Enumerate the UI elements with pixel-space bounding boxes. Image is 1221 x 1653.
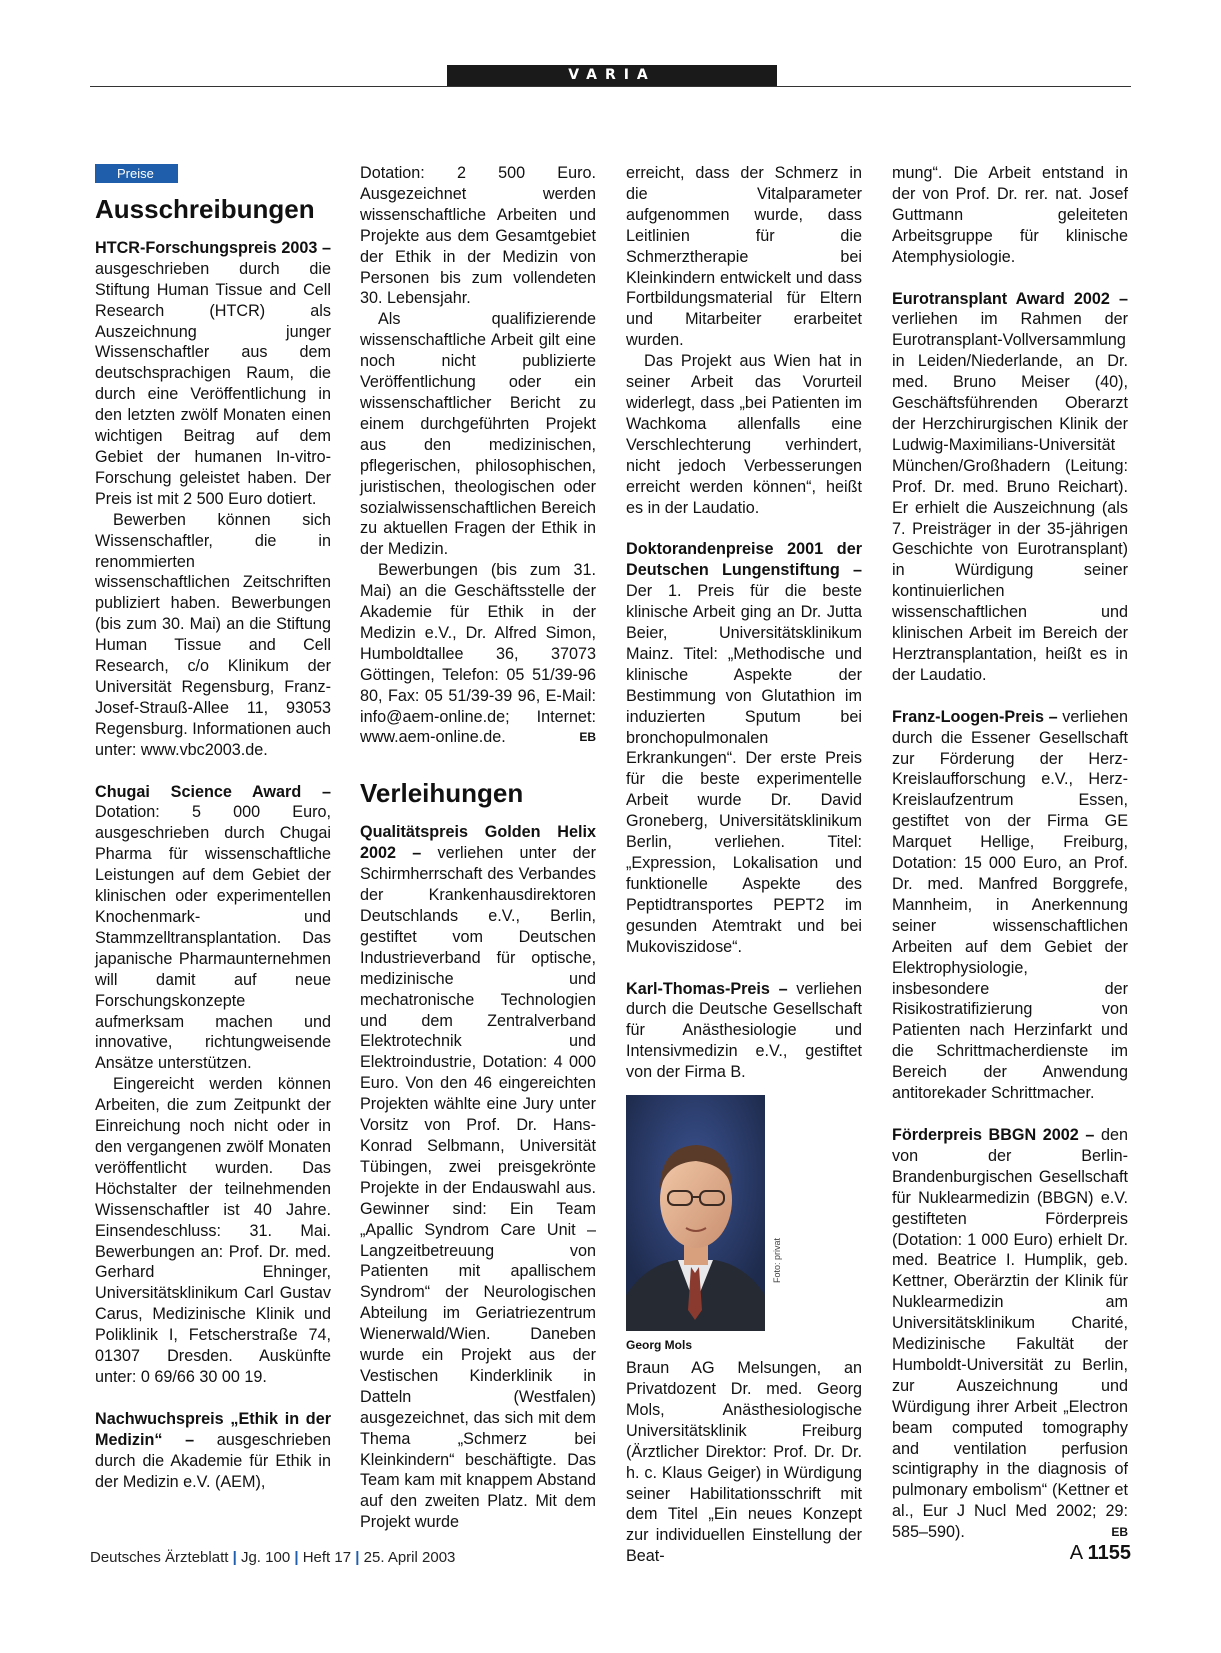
footer: Deutsches Ärzteblatt | Jg. 100 | Heft 17 | 25. April 2003: [90, 1549, 456, 1566]
page-prefix: A: [1069, 1542, 1083, 1564]
author-signature: EB: [1111, 1525, 1128, 1540]
article-paragraph: Eingereicht werden können Arbeiten, die zum Zeitpunkt der Einreichung noch nicht oder in den vergangenen zwölf Monaten veröffentlicht wurden. Das Höchstalter der teilnehmenden Wissenschaftler ist 40 Jahre. Einsendeschluss: 31. Mai. Bewerbungen an: Prof. Dr. med. Gerhard Ehninger, Universitätsklinikum Carl Gustav Carus, Medizinische Klinik und Poliklinik I, Fetscherstraße 74, 01307 Dresden. Auskünfte unter: 0 69/66 30 00 19.: [95, 1075, 331, 1386]
article-title: Nachwuchspreis „Ethik in der Medizin“ –: [95, 1409, 331, 1449]
author-signature: EB: [579, 730, 596, 745]
section-heading-verleihungen: Verleihungen: [360, 778, 524, 809]
article-paragraph: erreicht, dass der Schmerz in die Vitalparameter aufgenommen wurde, dass Leitlinien für die Schmerztherapie bei Kleinkindern entwickelt und dass Fortbildungsmaterial für Eltern und Mitarbeiter erarbeitet wurden.: [626, 164, 862, 350]
photo-credit: Foto: privat: [772, 1238, 782, 1284]
article-title: Doktorandenpreise 2001 der Deutschen Lungenstiftung –: [626, 540, 862, 580]
article-golden-helix: [360, 822, 596, 1533]
column-3: [626, 163, 862, 1567]
section-heading-ausschreibungen: Ausschreibungen: [95, 193, 315, 224]
article-text: verliehen unter der Schirmherrschaft des Verbandes der Krankenhausdirektoren Deutschlands e.V., Berlin, gestiftet vom Deutschen Industrieverband für optische, medizinische und mechatronische Technologien und dem Zentralverband Elektrotechnik und Elektroindustrie, Dotation: 4 000 Euro. Von den 46 eingereichten Projekten wählte eine Jury unter Vorsitz von Prof. Dr. Hans-Konrad Selbmann, Universität Tübingen, zwei preisgekrönte Projekte in der Endauswahl aus. Gewinner sind: Ein Team „Apallic Syndrom Care Unit – Langzeitbetreuung von Patienten mit apallischem Syndrom“ der Neurologischen Abteilung im Geriatriezentrum Wienerwald/Wien. Daneben wurde ein Projekt aus der Vestischen Kinderklinik in Datteln (Westfalen) ausgezeichnet, das sich mit dem Thema „Schmerz bei Kleinkindern“ beschäftigte. Das Team kam mit knappem Abstand auf den zweiten Platz. Mit dem Projekt wurde: [360, 844, 596, 1532]
article-title: Förderpreis BBGN 2002 –: [892, 1125, 1095, 1144]
article-title: Karl-Thomas-Preis –: [626, 979, 788, 998]
article-text: Der 1. Preis für die beste klinische Arbeit ging an Dr. Jutta Beier, Universitätsklinikum Mainz. Titel: „Methodische und klinische Aspekte der Bestimmung von Glutathion im induzierten Sputum bei bronchopulmonalen Erkrankungen“. Der erste Preis für die beste experimentelle Arbeit wurde Dr. David Groneberg, Universitätsklinikum Berlin, verliehen. Titel: „Expression, Lokalisation und funktionelle Aspekte des Peptidtransportes PEPT2 im gesunden Atemtrakt und bei Mukoviszidose“.: [626, 582, 862, 956]
article-paragraph: Dotation: 2 500 Euro. Ausgezeichnet werden wissenschaftliche Arbeiten und Projekte aus dem Gesamtgebiet der Ethik in der Medizin von Personen bis zum vollendeten 30. Lebensjahr.: [360, 164, 596, 308]
article-paragraph: [360, 560, 596, 748]
article-text: ausgeschrieben durch die Stiftung Human Tissue and Cell Research (HTCR) als Auszeichnung junger Wissenschaftler aus dem deutschsprachigen Raum, die durch eine Veröffentlichung in den letzten zwölf Monaten einen wichtigen Beitrag auf dem Gebiet der humanen In-vitro-Forschung geleistet haben. Der Preis ist mit 2 500 Euro dotiert.: [95, 259, 331, 508]
article-htcr: [95, 238, 331, 510]
article-text: Bewerbungen (bis zum 31. Mai) an die Geschäftsstelle der Akademie für Ethik in der Medizin e.V., Dr. Alfred Simon, Humboldtallee 36, 37073 Göttingen, Telefon: 05 51/39-96 80, Fax: 05 51/39-39 96, E-Mail: info@aem-online.de; Internet: www.aem-online.de.: [360, 561, 596, 747]
portrait-illustration: [626, 1095, 765, 1331]
article-title: Eurotransplant Award 2002 –: [892, 289, 1128, 308]
article-bbgn: [892, 1125, 1128, 1543]
journal-date: 25. April 2003: [363, 1549, 456, 1566]
header-rule: [90, 86, 1131, 87]
article-text: verliehen durch die Essener Gesellschaft zur Förderung der Herz-Kreislaufforschung e.V., Herz-Kreislaufzentrum Essen, gestiftet von der Firma GE Marquet Hellige, Freiburg, Dotation: 15 000 Euro, an Prof. Dr. med. Manfred Borggrefe, Mannheim, in Anerkennung seiner wissenschaftlichen Arbeiten auf dem Gebiet der Elektrophysiologie, insbesondere der Risikostratifizierung von Patienten nach Herzinfarkt und die Schrittmacherdienste im Bereich der Anwendung antitorekader Schrittmacher.: [892, 707, 1128, 1103]
column-1: [95, 163, 331, 1492]
page-number: [1070, 1542, 1131, 1565]
article-ethik: [95, 1409, 331, 1493]
journal-volume: Jg. 100: [240, 1549, 291, 1566]
article-text: verliehen im Rahmen der Eurotransplant-Vollversammlung in Leiden/Niederlande, an Dr. med. Bruno Meiser (40), Geschäftsführenden Oberarzt der Herzchirurgischen Klinik der Ludwig-Maximilians-Universität München/Großhadern (Leitung: Prof. Dr. med. Bruno Reichart). Er erhielt die Auszeichnung (als 7. Preisträger in der 35-jährigen Geschichte von Eurotransplant) in Würdigung seiner kontinuierlichen wissenschaftlichen und klinischen Arbeit im Bereich der Herztransplantation, heißt es in der Laudatio.: [892, 310, 1128, 684]
article-paragraph: Als qualifizierende wissenschaftliche Arbeit gilt eine noch nicht publizierte Veröffentlichung oder ein wissenschaftlicher Bericht zu einem durchgeführten Projekt aus den medizinischen, pflegerischen, philosophischen, juristischen, theologischen oder sozialwissenschaftlichen Bereich zu aktuellen Fragen der Ethik in der Medizin.: [360, 310, 596, 559]
article-title: HTCR-Forschungspreis 2003 –: [95, 238, 331, 257]
article-paragraph: Bewerben können sich Wissenschaftler, die in renommierten wissenschaftlichen Zeitschriften publiziert haben. Bewerbungen (bis zum 30. Mai) an die Stiftung Human Tissue and Cell Research, c/o Klinikum der Universität Regensburg, Franz-Josef-Strauß-Allee 11, 93053 Regensburg. Informationen auch unter: www.vbc2003.de.: [95, 510, 331, 759]
article-text: ausgeschrieben durch die Akademie für Ethik in der Medizin e.V. (AEM),: [95, 1430, 331, 1491]
article-paragraph: mung“. Die Arbeit entstand in der von Prof. Dr. rer. nat. Josef Guttmann geleiteten Arbeitsgruppe für klinische Atemphysiologie.: [892, 164, 1128, 266]
article-franz-loogen: [892, 707, 1128, 1104]
portrait-figure: [626, 1095, 862, 1352]
journal-name: Deutsches Ärzteblatt: [90, 1549, 229, 1566]
article-chugai: [95, 782, 331, 1075]
article-text: verliehen durch die Deutsche Gesellschaft für Anästhesiologie und Intensivmedizin e.V., gestiftet von der Firma B.: [626, 979, 862, 1082]
article-doktorandenpreise: [626, 539, 862, 957]
portrait-photo: [626, 1095, 765, 1331]
article-karl-thomas: [626, 979, 862, 1084]
article-paragraph: Das Projekt aus Wien hat in seiner Arbeit das Vorurteil widerlegt, dass „bei Patienten im Wachkoma allenfalls eine Verschlechterung verhindert, nicht jedoch Verbesserungen erreicht werden können“, heißt es in der Laudatio.: [626, 352, 862, 517]
article-title: Chugai Science Award –: [95, 782, 331, 801]
journal-issue: Heft 17: [302, 1549, 352, 1566]
article-paragraph: Braun AG Melsungen, an Privatdozent Dr. med. Georg Mols, Anästhesiologische Universitätsklinik Freiburg (Ärztlicher Direktor: Prof. Dr. Dr. h. c. Klaus Geiger) in Würdigung seiner Habilitationsschrift mit dem Titel „Ein neues Konzept zur individuellen Einstellung der Beat-: [626, 1359, 862, 1566]
category-badge: Preise: [95, 164, 178, 183]
column-4: [892, 163, 1128, 1543]
page-num: 1155: [1087, 1542, 1131, 1564]
article-eurotransplant: [892, 289, 1128, 686]
article-text: den von der Berlin-Brandenburgischen Gesellschaft für Nuklearmedizin (BBGN) e.V. gestifteten Förderpreis (Dotation: 1 000 Euro) erhielt Dr. med. Beatrice I. Humplik, geb. Kettner, Oberärztin der Klinik für Nuklearmedizin am Universitätsklinikum Charité, Medizinische Fakultät der Humboldt-Universität zu Berlin, zur Auszeichnung und Würdigung ihrer Arbeit „Electron beam computed tomography and ventilation perfusion scintigraphy in the diagnosis of pulmonary embolism“ (Kettner et al., Eur J Nucl Med 2002; 29: 585–590).: [892, 1125, 1129, 1542]
column-2: [360, 163, 596, 1533]
article-text: Dotation: 5 000 Euro, ausgeschrieben durch Chugai Pharma für wissenschaftliche Leistungen auf dem Gebiet der klinischen oder experimentellen Knochenmark- und Stammzelltransplantation. Das japanische Pharmaunternehmen will damit auf neue Forschungskonzepte aufmerksam machen und innovative, richtungweisende Ansätze unterstützen.: [95, 803, 331, 1073]
section-header: VARIA: [447, 65, 777, 86]
article-title: Qualitätspreis Golden Helix 2002 –: [360, 823, 596, 863]
photo-caption: Georg Mols: [626, 1338, 693, 1353]
article-title: Franz-Loogen-Preis –: [892, 707, 1058, 726]
